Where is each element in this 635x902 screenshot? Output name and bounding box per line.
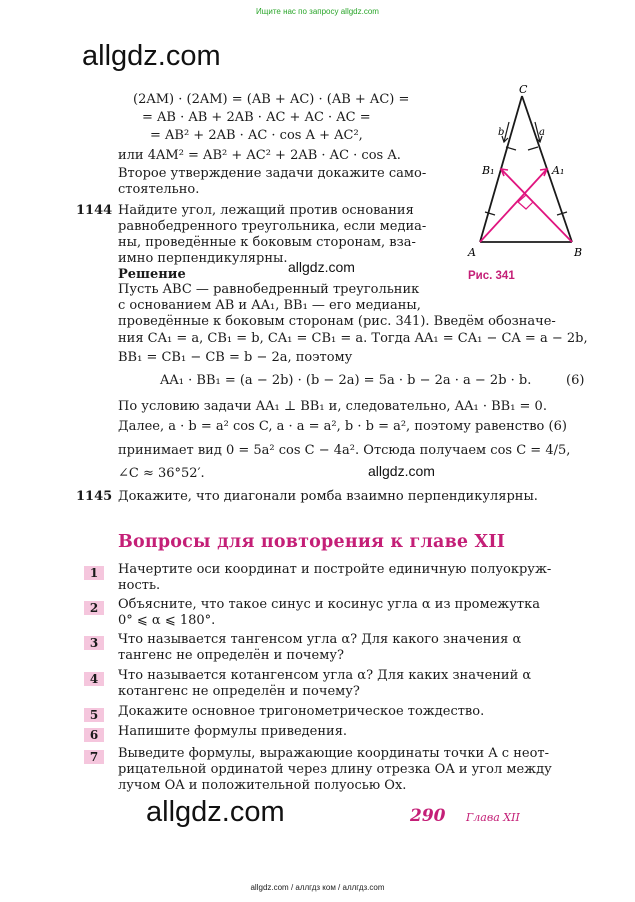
solution-text: По условию задачи AA₁ ⊥ BB₁ и, следовательно, AA₁ · BB₁ = 0. bbox=[118, 399, 547, 414]
question-text: Докажите основное тригонометрическое тождество. bbox=[118, 704, 485, 719]
list-item bbox=[84, 746, 552, 793]
solution-text: с основанием AB и AA₁, BB₁ — его медианы, bbox=[118, 298, 421, 313]
formula-line-3: = AB² + 2AB · AC · cos A + AC², bbox=[150, 128, 363, 143]
question-number: 4 bbox=[84, 672, 104, 686]
page-number: 290 bbox=[410, 806, 446, 826]
question-text: Объясните, что такое синус и косинус угла α из промежутка bbox=[118, 597, 540, 612]
question-number: 7 bbox=[84, 750, 104, 764]
question-text: ность. bbox=[118, 578, 161, 593]
solution-text: Далее, a · b = a² cos C, a · a = a², b · b = a², поэтому равенство (6) bbox=[118, 419, 567, 434]
solution-text: Пусть ABC — равнобедренный треугольник bbox=[118, 282, 420, 297]
text-line: стоятельно. bbox=[118, 182, 200, 197]
list-item bbox=[84, 704, 485, 723]
solution-text: BB₁ = CB₁ − CB = b − 2a, поэтому bbox=[118, 350, 353, 365]
question-number: 5 bbox=[84, 708, 104, 722]
label-vector-b: b bbox=[498, 127, 505, 138]
solution-text: принимает вид 0 = 5a² cos C − 4a². Отсюда получаем cos C = 4/5, bbox=[118, 443, 571, 458]
equation-number: (6) bbox=[566, 373, 585, 388]
watermark-top: allgdz.com bbox=[82, 40, 221, 72]
solution-heading: Решение bbox=[118, 267, 186, 282]
watermark-mid-2: allgdz.com bbox=[368, 463, 435, 479]
figure-341 bbox=[460, 84, 610, 264]
problem-text: равнобедренного треугольника, если медиа- bbox=[118, 219, 427, 234]
label-a: A bbox=[468, 246, 476, 259]
list-item bbox=[84, 632, 522, 663]
list-item bbox=[84, 562, 552, 593]
list-item bbox=[84, 724, 348, 743]
label-a1: A₁ bbox=[552, 164, 565, 177]
watermark-bottom: allgdz.com bbox=[146, 796, 285, 828]
tick-mark bbox=[485, 212, 495, 215]
figure-caption: Рис. 341 bbox=[468, 270, 515, 282]
question-text: тангенс не определён и почему? bbox=[118, 648, 344, 663]
question-text: Начертите оси координат и постройте единичную полуокруж- bbox=[118, 562, 552, 577]
formula-line-2: = AB · AB + 2AB · AC + AC · AC = bbox=[142, 110, 371, 125]
label-b1: B₁ bbox=[482, 164, 495, 177]
question-text: 0° ⩽ α ⩽ 180°. bbox=[118, 613, 216, 628]
question-number: 1 bbox=[84, 566, 104, 580]
solution-text: ния CA₁ = a, CB₁ = b, CA₁ = CB₁ = a. Тогда AA₁ = CA₁ − CA = a − 2b, bbox=[118, 331, 588, 346]
question-text: Что называется котангенсом угла α? Для каких значений α bbox=[118, 668, 532, 683]
chapter-label: Глава XII bbox=[466, 811, 520, 824]
equation-6: AA₁ · BB₁ = (a − 2b) · (b − 2a) = 5a · b − 2a · a − 2b · b. bbox=[160, 373, 532, 388]
formula-line-1: (2AM) · (2AM) = (AB + AC) · (AB + AC) = bbox=[133, 92, 410, 107]
question-number: 3 bbox=[84, 636, 104, 650]
solution-text: проведённые к боковым сторонам (рис. 341). Введём обозначе- bbox=[118, 314, 556, 329]
search-note: Ищите нас по запросу allgdz.com bbox=[256, 7, 379, 16]
list-item bbox=[84, 668, 532, 699]
watermark-mid-1: allgdz.com bbox=[288, 259, 355, 275]
section-title: Вопросы для повторения к главе XII bbox=[118, 532, 506, 552]
question-text: Что называется тангенсом угла α? Для какого значения α bbox=[118, 632, 522, 647]
label-vector-a: a bbox=[539, 127, 545, 138]
question-number: 6 bbox=[84, 728, 104, 742]
label-b: B bbox=[574, 246, 583, 259]
problem-number-1144: 1144 bbox=[76, 203, 113, 218]
problem-text: Докажите, что диагонали ромба взаимно перпендикулярны. bbox=[118, 489, 538, 504]
problem-text: ны, проведённые к боковым сторонам, вза- bbox=[118, 235, 416, 250]
solution-answer: ∠C ≈ 36°52′. bbox=[118, 466, 205, 481]
problem-number-1145: 1145 bbox=[76, 489, 113, 504]
question-text: котангенс не определён и почему? bbox=[118, 684, 360, 699]
problem-text: Найдите угол, лежащий против основания bbox=[118, 203, 414, 218]
question-text: Напишите формулы приведения. bbox=[118, 724, 348, 739]
question-text: Выведите формулы, выражающие координаты точки A с неот- bbox=[118, 746, 549, 761]
question-text: рицательной ординатой через длину отрезка OA и угол между bbox=[118, 762, 552, 777]
label-c: C bbox=[519, 84, 528, 96]
formula-line-4: или 4AM² = AB² + AC² + 2AB · AC · cos A. bbox=[118, 148, 401, 163]
tick-mark bbox=[528, 147, 538, 150]
question-text: лучом OA и положительной полуосью Ox. bbox=[118, 778, 407, 793]
question-number: 2 bbox=[84, 601, 104, 615]
footer-sites: allgdz.com / аллгдз ком / аллгдз.com bbox=[250, 883, 385, 892]
text-line: Второе утверждение задачи докажите само- bbox=[118, 166, 427, 181]
list-item bbox=[84, 597, 540, 628]
problem-text: имно перпендикулярны. bbox=[118, 251, 288, 266]
